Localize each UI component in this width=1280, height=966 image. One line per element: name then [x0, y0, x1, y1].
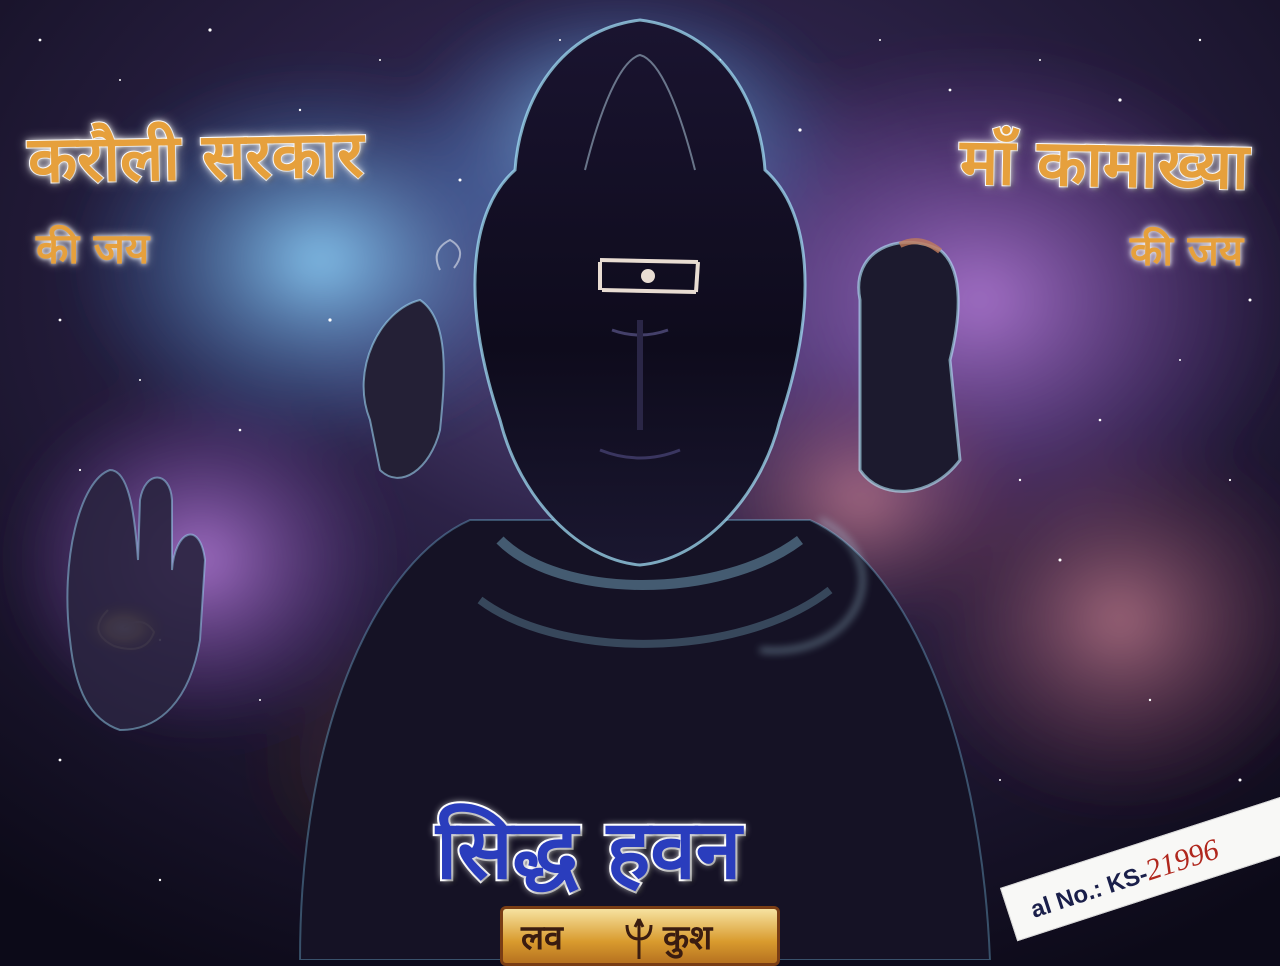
right-banner-subtitle: की जय [1130, 226, 1244, 275]
serial-label: al No.: KS- [1027, 860, 1152, 924]
logo-left-text: लव [521, 918, 563, 958]
left-banner-subtitle: की जय [36, 224, 150, 273]
right-raised-hand [859, 241, 960, 491]
main-title: सिद्ध हवन [436, 803, 742, 898]
serial-number-value: 21996 [1141, 832, 1223, 888]
right-banner-title: माँ कामाख्या [959, 125, 1250, 205]
logo-right-text: कुश [663, 918, 713, 958]
trident-icon [621, 915, 657, 961]
luv-kush-logo [500, 906, 780, 966]
left-banner-title: करौली सरकार [27, 118, 365, 198]
